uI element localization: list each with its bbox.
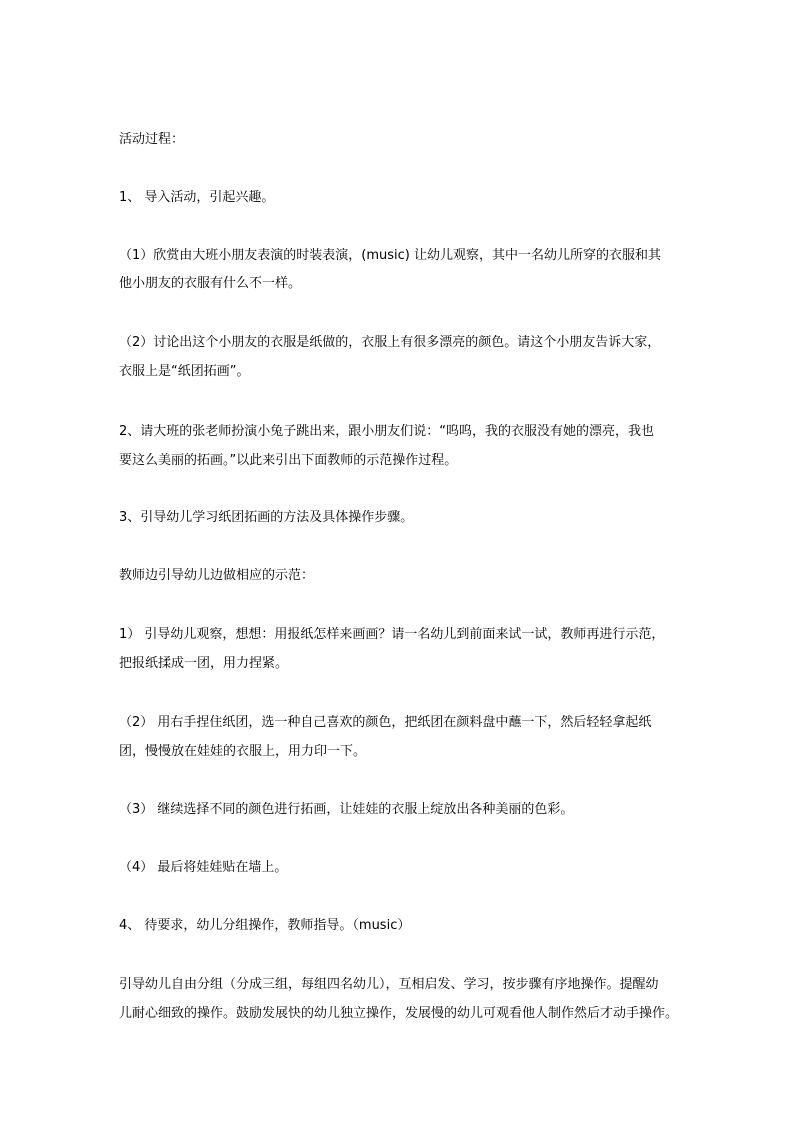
paragraph-line: （4） 最后将娃娃贴在墙上。 xyxy=(119,860,288,875)
paragraph-line: 要这么美丽的拓画。”以此来引出下面教师的示范操作过程。 xyxy=(119,453,458,468)
paragraph-line: （2）讨论出这个小朋友的衣服是纸做的，衣服上有很多漂亮的颜色。请这个小朋友告诉大家， xyxy=(119,335,661,350)
paragraph-line: 1） 引导幼儿观察，想想：用报纸怎样来画画？请一名幼儿到前面来试一试，教师再进行示范， xyxy=(119,627,665,642)
paragraph-line: 把报纸揉成一团，用力捏紧。 xyxy=(119,656,289,671)
step-4-heading: 4、 待要求，幼儿分组操作，教师指导。（music） xyxy=(119,918,411,933)
paragraph-line: （3） 继续选择不同的颜色进行拓画，让娃娃的衣服上绽放出各种美丽的色彩。 xyxy=(119,802,574,817)
paragraph-line: 2、请大班的张老师扮演小兔子跳出来，跟小朋友们说：“呜呜，我的衣服没有她的漂亮，我也 xyxy=(119,424,655,439)
paragraph-line: 儿耐心细致的操作。鼓励发展快的幼儿独立操作，发展慢的幼儿可观看他人制作然后才动手操作。 xyxy=(119,1006,679,1021)
paragraph-line: 教师边引导幼儿边做相应的示范： xyxy=(119,568,315,583)
step-1-heading: 1、 导入活动，引起兴趣。 xyxy=(119,190,275,205)
paragraph-line: （2） 用右手捏住纸团，选一种自己喜欢的颜色，把纸团在颜料盘中蘸一下，然后轻轻拿起纸 xyxy=(119,715,652,730)
paragraph-line: 他小朋友的衣服有什么不一样。 xyxy=(119,276,302,291)
section-heading: 活动过程： xyxy=(119,132,185,147)
paragraph-line: 引导幼儿自由分组（分成三组，每组四名幼儿），互相启发、学习，按步骤有序地操作。提醒幼 xyxy=(119,977,659,992)
paragraph-line: 衣服上是“纸团拓画”。 xyxy=(119,364,250,379)
step-3-heading: 3、引导幼儿学习纸团拓画的方法及具体操作步骤。 xyxy=(119,510,414,525)
paragraph-line: 团，慢慢放在娃娃的衣服上，用力印一下。 xyxy=(119,744,367,759)
paragraph-line: （1）欣赏由大班小朋友表演的时装表演，(music) 让幼儿观察，其中一名幼儿所穿的衣服和其 xyxy=(119,248,661,263)
